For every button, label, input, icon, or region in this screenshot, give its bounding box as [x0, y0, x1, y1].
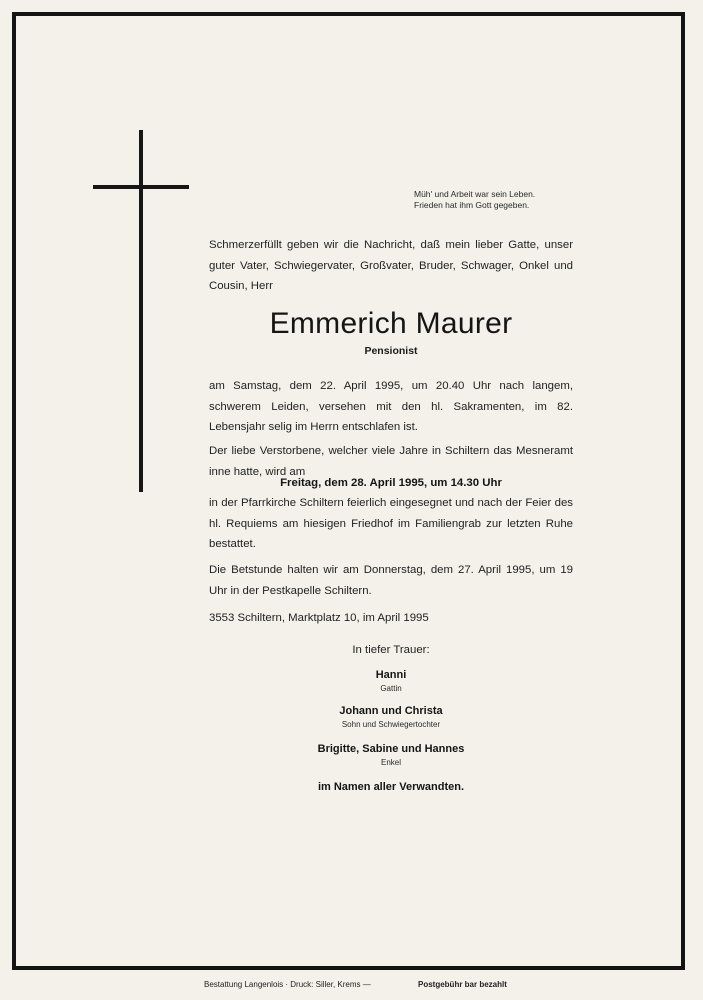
closing-line: im Namen aller Verwandten. — [317, 781, 465, 793]
deceased-name: Emmerich Maurer — [269, 307, 513, 340]
mourner-name: Hanni — [375, 669, 407, 681]
death-notice-paragraph: am Samstag, dem 22. April 1995, um 20.40 Uhr nach langem, schwerem Leiden, versehen mit den hl. Sakramenten, im 82. Lebensjahr selig im Herrn entschlafen ist. — [209, 380, 573, 433]
deceased-title: Pensionist — [364, 345, 418, 357]
funeral-date: Freitag, dem 28. April 1995, um 14.30 Uhr — [280, 477, 502, 489]
funeral-intro-paragraph: Der liebe Verstorbene, welcher viele Jahre in Schiltern das Mesneramt inne hatte, wird am — [209, 445, 573, 478]
intro-paragraph: Schmerzerfüllt geben wir die Nachricht, daß mein lieber Gatte, unser guter Vater, Schwiegervater, Großvater, Bruder, Schwager, Onkel und Cousin, Herr — [209, 239, 573, 292]
motto-line-2: Frieden hat ihm Gott gegeben. — [414, 200, 530, 210]
mourner-relation: Enkel — [380, 758, 401, 767]
motto-line-1: Müh' und Arbeit war sein Leben. — [414, 189, 536, 199]
mourner-entry — [209, 742, 573, 768]
place-date-line: 3553 Schiltern, Marktplatz 10, im April 1995 — [209, 612, 429, 624]
prayer-hour-paragraph: Die Betstunde halten wir am Donnerstag, dem 27. April 1995, um 19 Uhr in der Pestkapelle Schiltern. — [209, 564, 573, 597]
funeral-details-paragraph: in der Pfarrkirche Schiltern feierlich eingesegnet und nach der Feier des hl. Requiems am hiesigen Friedhof im Familiengrab zur letzten Ruhe bestattet. — [209, 497, 573, 550]
mourner-relation: Sohn und Schwiegertochter — [341, 720, 441, 729]
mourner-relation: Gattin — [380, 684, 402, 693]
motto — [414, 189, 535, 211]
mourner-entry — [209, 668, 573, 694]
mourner-entry — [209, 704, 573, 730]
footer-postage: Postgebühr bar bezahlt — [418, 980, 507, 989]
mourner-name: Brigitte, Sabine und Hannes — [317, 743, 465, 755]
black-border-frame — [12, 12, 685, 970]
mourning-intro: In tiefer Trauer: — [352, 644, 430, 656]
cross-bar — [93, 185, 189, 189]
mourner-name: Johann und Christa — [339, 705, 443, 717]
footer-undertaker: Bestattung Langenlois · Druck: Siller, Krems — — [204, 980, 371, 989]
